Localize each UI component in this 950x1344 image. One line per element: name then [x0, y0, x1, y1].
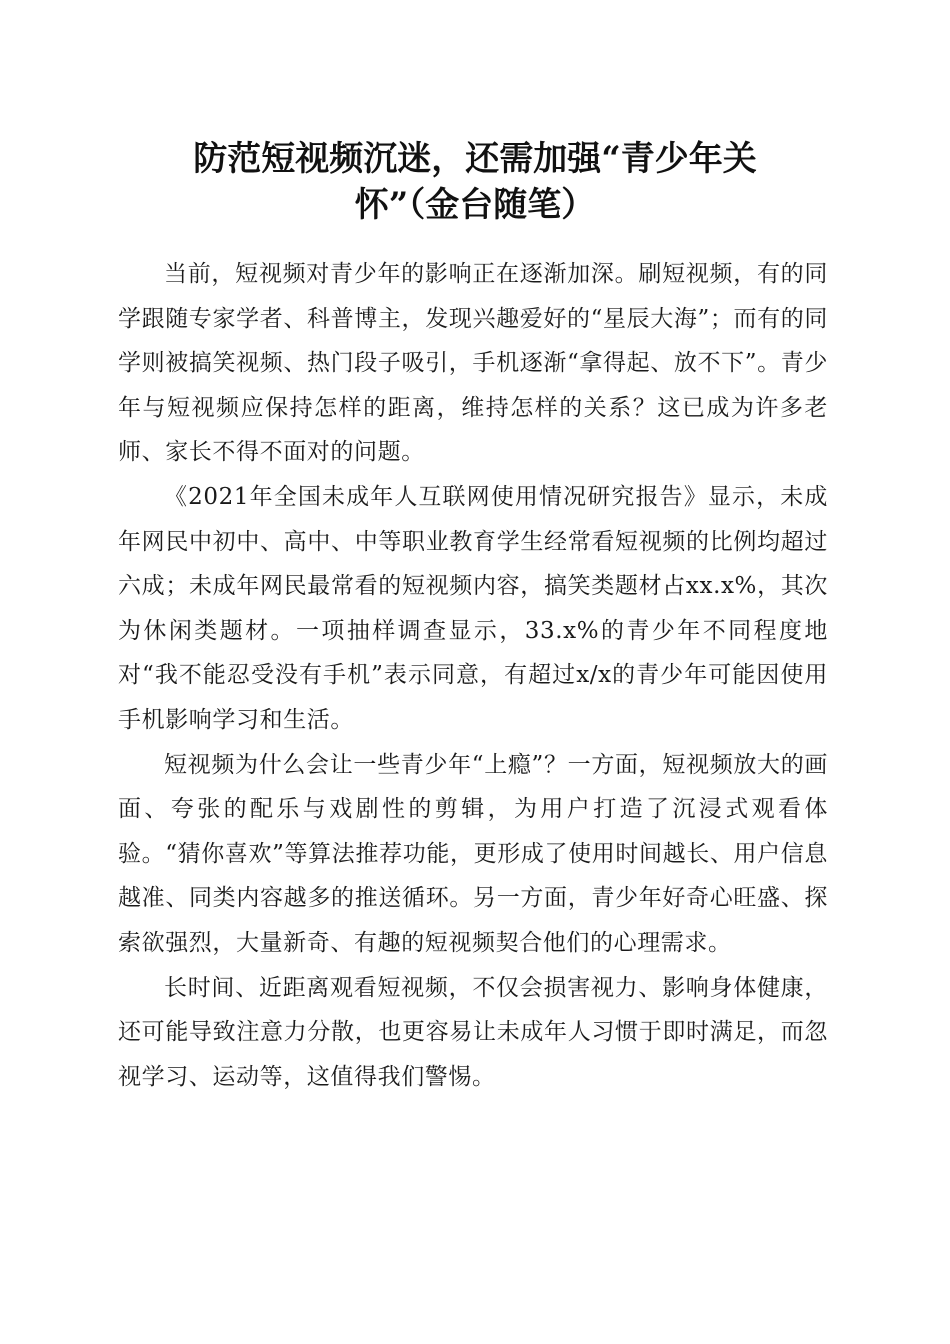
paragraph-4: 长时间、近距离观看短视频，不仅会损害视力、影响身体健康，还可能导致注意力分散，也更容易让未成年人习惯于即时满足，而忽视学习、运动等，这值得我们警惕。: [118, 974, 828, 1090]
document-title-line-1: 防范短视频沉迷，还需加强“青少年关: [193, 139, 757, 179]
document-title-line-2: 怀”（金台随笔）: [354, 185, 596, 225]
paragraph-2: 《2021年全国未成年人互联网使用情况研究报告》显示，未成年网民中初中、高中、中等职业教育学生经常看短视频的比例均超过六成；未成年网民最常看的短视频内容，搞笑类题材占xx.x%，其次为休闲类题材。一项抽样调查显示，33.x%的青少年不同程度地对“我不能忍受没有手机”表示同意，有超过x/x的青少年可能因使用手机影响学习和生活。: [118, 483, 828, 733]
document-body: [118, 252, 828, 1099]
paragraph-1: 当前，短视频对青少年的影响正在逐渐加深。刷短视频，有的同学跟随专家学者、科普博主，发现兴趣爱好的“星辰大海”；而有的同学则被搞笑视频、热门段子吸引，手机逐渐“拿得起、放不下”。青少年与短视频应保持怎样的距离，维持怎样的关系？这已成为许多老师、家长不得不面对的问题。: [118, 261, 828, 466]
paragraph-3: 短视频为什么会让一些青少年“上瘾”？一方面，短视频放大的画面、夸张的配乐与戏剧性的剪辑，为用户打造了沉浸式观看体验。“猜你喜欢”等算法推荐功能，更形成了使用时间越长、用户信息越准、同类内容越多的推送循环。另一方面，青少年好奇心旺盛、探索欲强烈，大量新奇、有趣的短视频契合他们的心理需求。: [118, 751, 828, 956]
